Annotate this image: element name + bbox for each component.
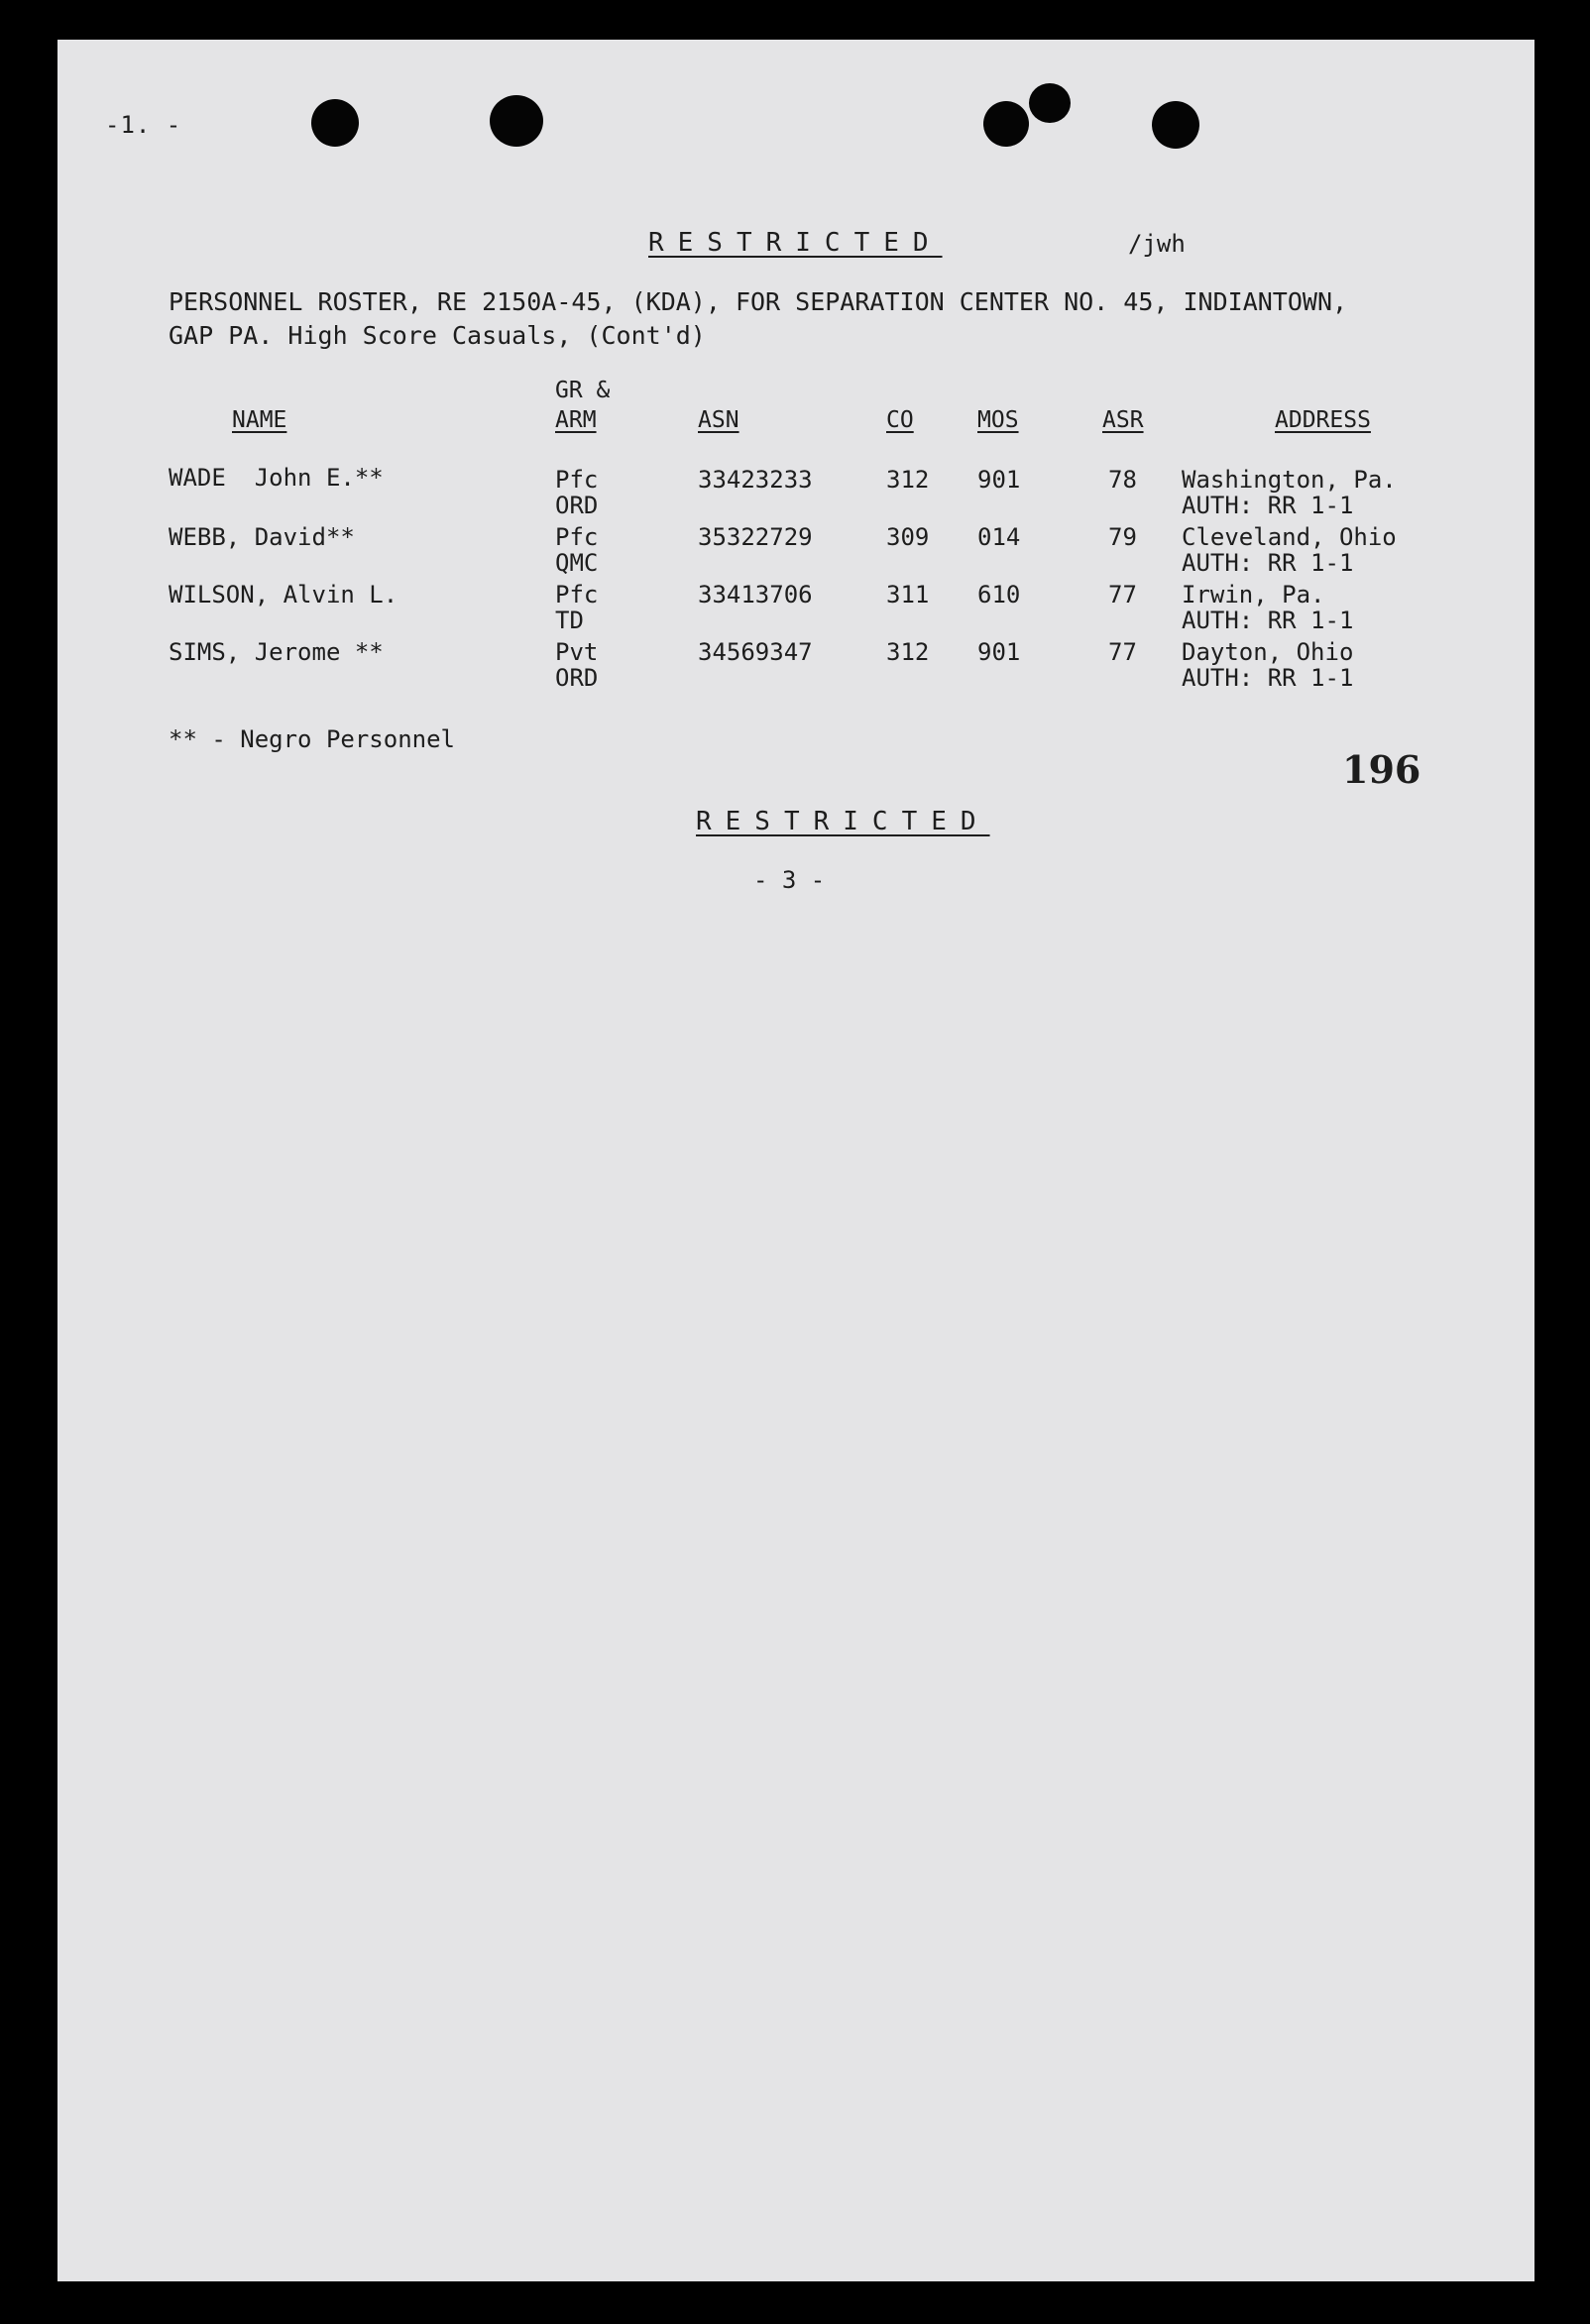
top-mark: -1. - — [105, 111, 182, 139]
col-gr-header-top: GR & — [555, 378, 611, 403]
row-mos: 901 — [977, 638, 1021, 666]
row-mos: 610 — [977, 581, 1021, 609]
row-asn: 34569347 — [698, 638, 813, 666]
row-name: WILSON, Alvin L. — [169, 581, 398, 609]
row-asn: 33423233 — [698, 466, 813, 494]
document-page — [57, 40, 1534, 2281]
row-arm: TD — [555, 607, 584, 634]
row-co: 312 — [886, 466, 930, 494]
page-number: - 3 - — [753, 866, 826, 894]
row-asr: 78 — [1108, 466, 1137, 494]
row-arm: ORD — [555, 492, 599, 519]
row-address: Irwin, Pa. — [1182, 581, 1325, 609]
row-grade: Pfc — [555, 581, 599, 609]
row-grade: Pvt — [555, 638, 599, 666]
classification-footer: RESTRICTED — [696, 807, 990, 836]
col-name-header: NAME — [232, 407, 287, 433]
col-address-header: ADDRESS — [1275, 407, 1371, 433]
row-auth: AUTH: RR 1-1 — [1182, 549, 1354, 577]
row-address: Cleveland, Ohio — [1182, 523, 1397, 551]
col-asn-header: ASN — [698, 407, 739, 433]
row-address: Washington, Pa. — [1182, 466, 1397, 494]
row-name: WEBB, David** — [169, 523, 355, 551]
col-co-header: CO — [886, 407, 914, 433]
row-co: 311 — [886, 581, 930, 609]
row-asr: 77 — [1108, 638, 1137, 666]
row-grade: Pfc — [555, 466, 599, 494]
row-mos: 901 — [977, 466, 1021, 494]
row-asn: 35322729 — [698, 523, 813, 551]
col-gr-header-bottom: ARM — [555, 407, 597, 433]
row-grade: Pfc — [555, 523, 599, 551]
footnote: ** - Negro Personnel — [169, 725, 455, 753]
classification-header: RESTRICTED — [648, 228, 943, 258]
row-auth: AUTH: RR 1-1 — [1182, 607, 1354, 634]
row-arm: QMC — [555, 549, 599, 577]
punch-hole — [490, 95, 543, 147]
punch-hole — [1029, 83, 1071, 123]
row-co: 309 — [886, 523, 930, 551]
row-asn: 33413706 — [698, 581, 813, 609]
row-name: WADE John E.** — [169, 464, 384, 492]
row-arm: ORD — [555, 664, 599, 692]
roster-title-line-1: PERSONNEL ROSTER, RE 2150A-45, (KDA), FOR SEPARATION CENTER NO. 45, INDIANTOWN, — [169, 287, 1348, 316]
row-mos: 014 — [977, 523, 1021, 551]
punch-hole — [983, 101, 1029, 147]
col-asr-header: ASR — [1102, 407, 1144, 433]
punch-hole — [1152, 101, 1199, 149]
row-co: 312 — [886, 638, 930, 666]
row-auth: AUTH: RR 1-1 — [1182, 492, 1354, 519]
row-asr: 77 — [1108, 581, 1137, 609]
roster-title-line-2: GAP PA. High Score Casuals, (Cont'd) — [169, 321, 706, 350]
typist-initials: /jwh — [1128, 230, 1186, 258]
row-asr: 79 — [1108, 523, 1137, 551]
punch-hole — [311, 99, 359, 147]
row-name: SIMS, Jerome ** — [169, 638, 384, 666]
row-address: Dayton, Ohio — [1182, 638, 1354, 666]
row-auth: AUTH: RR 1-1 — [1182, 664, 1354, 692]
col-mos-header: MOS — [977, 407, 1019, 433]
stamp-number: 196 — [1342, 747, 1421, 792]
